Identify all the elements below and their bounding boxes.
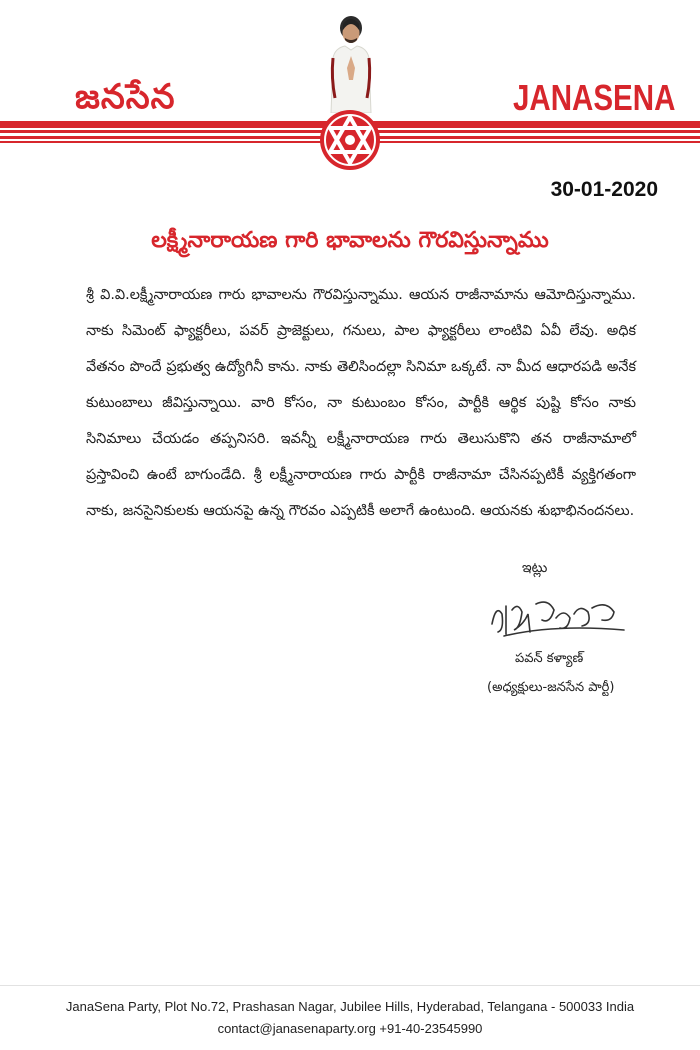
document-date: 30-01-2020 xyxy=(550,178,658,201)
handwritten-signature xyxy=(484,584,636,648)
party-star-emblem-icon xyxy=(318,108,382,172)
signer-name: పవన్ కళ్యాణ్ xyxy=(515,651,584,666)
footer-address: JanaSena Party, Plot No.72, Prashasan Nagar, Jubilee Hills, Hyderabad, Telangana - 500033 India xyxy=(65,999,635,1014)
document-title: లక్ష్మీనారాయణ గారి భావాలను గౌరవిస్తున్నాము xyxy=(151,228,549,253)
closing-text: ఇట్లు xyxy=(522,560,548,576)
leader-portrait-image xyxy=(325,8,377,113)
footer-contact: contact@janasenaparty.org +91-40-23545990 xyxy=(217,1021,483,1036)
footer-divider xyxy=(0,985,700,986)
signer-designation: (అధ్యక్షులు-జనసేన పార్టీ) xyxy=(487,680,615,695)
body-paragraph: శ్రీ వి.వి.లక్ష్మీనారాయణ గారు భావాలను గౌరవిస్తున్నాము. ఆయన రాజీనామాను ఆమోదిస్తున్నాము. నాకు సిమెంట్ ఫ్యాక్టరీలు, పవర్ ప్రాజెక్టులు, గనులు, పాల ఫ్యాక్టరీలు లాంటివి ఏవీ లేవు. అధిక వేతనం పొందే ప్రభుత్వ ఉద్యోగినీ కాను. నాకు తెలిసిందల్లా సినిమా ఒక్కటే. నా మీద ఆధారపడి అనేక కుటుంబాలు జీవిస్తున్నాయి. వారి కోసం, నా కుటుంబం కోసం, పార్టీకి ఆర్థిక పుష్టి కోసం నాకు సినిమాలు చేయడం తప్పనిసరి. ఇవన్నీ లక్ష్మీనారాయణ గారు తెలుసుకొని తన రాజీనామాలో ప్రస్తావించి ఉంటే బాగుండేది. శ్రీ లక్ష్మీనారాయణ గారు పార్టీకి రాజీనామా చేసినప్పటికీ వ్యక్తిగతంగా నాకు, జనసైనికులకు ఆయనపై ఉన్న గౌరవం ఎప్పటికీ అలాగే ఉంటుంది. ఆయనకు శుభాభినందనలు. xyxy=(86,287,636,519)
logo-telugu: జనసేన xyxy=(75,77,176,117)
logo-english: JANASENA xyxy=(513,77,676,118)
